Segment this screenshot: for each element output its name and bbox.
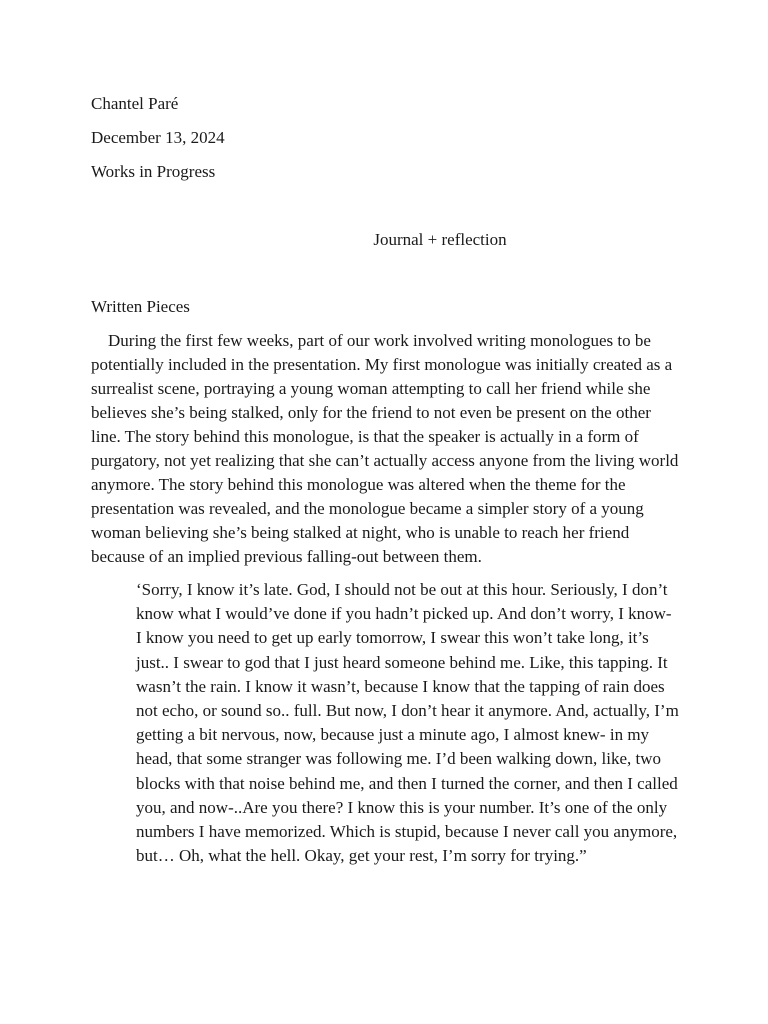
document-title: Journal + reflection [373,230,507,249]
body-paragraph: During the first few weeks, part of our work involved writing monologues to be potentially included in the presentation. My first monologue was initially created as a surrealist scene, portraying a young woman attempting to call her friend while she believes she’s being stalked, only for the friend to not even be present on the other line. The story behind this monologue, is that the speaker is actually in a form of purgatory, not yet realizing that she can’t actually access anyone from the living world anymore. The story behind this monologue was altered when the theme for the presentation was revealed, and the monologue became a simpler story of a young woman believing she’s being stalked at night, who is unable to reach her friend because of an implied previous falling-out between them. [91,331,679,566]
author-name: Chantel Paré [91,94,179,113]
block-quote: ‘Sorry, I know it’s late. God, I should not be out at this hour. Seriously, I don’t know what I would’ve done if you hadn’t picked up. And don’t worry, I know- I know you need to get up early tomorrow, I swear this won’t take long, it’s just.. I swear to god that I just heard someone behind me. Like, this tapping. It wasn’t the rain. I know it wasn’t, because I know that the tapping of rain does not echo, or sound so.. full. But now, I don’t hear it anymore. And, actually, I’m getting a bit nervous, now, because just a minute ago, I almost knew- in my head, that some stranger was following me. I’d been walking down, like, two blocks with that noise behind me, and then I turned the corner, and then I called you, and now-..Are you there? I know this is your number. It’s one of the only numbers I have memorized. Which is stupid, because I never call you anymore, but… Oh, what the hell. Okay, get your rest, I’m sorry for trying.” [136,580,679,866]
section-heading: Written Pieces [91,297,190,316]
document-date: December 13, 2024 [91,128,225,147]
course-name: Works in Progress [91,162,216,181]
